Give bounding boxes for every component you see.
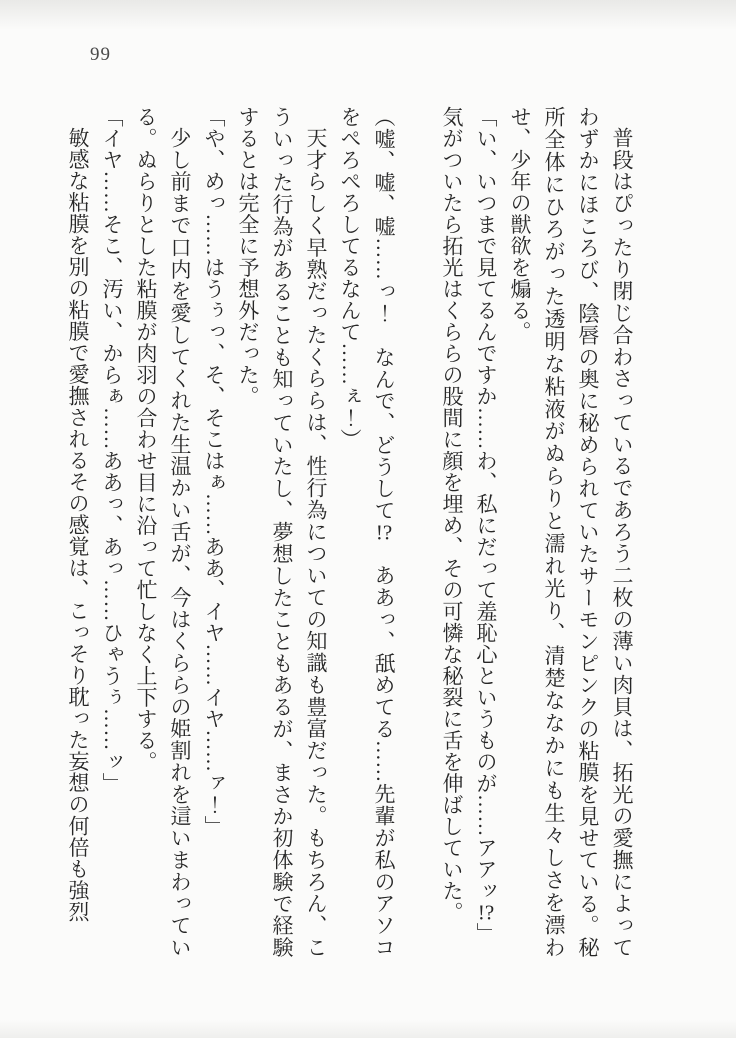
paragraph-5: 天才らしく早熟だったくららは、性行為についての知識も豊富だった。もちろん、こういった行為があることも知っていたし、夢想したこともあるが、まさか初体験で経験するとは完全に予想外だった。 xyxy=(236,106,328,959)
paragraph-9: 敏感な粘膜を別の粘膜で愛撫されるその感覚は、こっそり耽った妄想の何倍も強烈 xyxy=(66,127,90,923)
paragraph-7: 少し前まで口内を愛してくれた生温かい舌が、今はくららの姫割れを這いまわっている。ぬらりとした粘膜が肉羽の合わせ目に沿って忙しなく上下する。 xyxy=(134,106,192,958)
paragraph-3: 気がついたら拓光はくららの股間に顔を埋め、その可憐な秘裂に舌を伸ばしていた。 xyxy=(440,106,464,923)
paragraph-6: 「や、めっ……はうぅっ、そ、そこはぁ……ああ、イヤ……イヤ……ァ！」 xyxy=(202,106,226,837)
interrobang-mark: !? xyxy=(477,901,495,923)
paragraph-1: 普段はぴったり閉じ合わさっているであろう二枚の薄い肉貝は、拓光の愛撫によってわずかにほころび、陰唇の奥に秘められていたサーモンピンクの粘膜を見せている。秘所全体にひろがった透明な粘液がぬらりと濡れ光り、清楚ななかにも生々しさを漂わせ、少年の獣欲を煽る。 xyxy=(508,106,634,958)
page-text xyxy=(60,106,639,958)
page-number: 99 xyxy=(90,44,111,65)
paragraph-4: （嘘、嘘、嘘……っ！ なんで、どうして!? ああっ、舐めてる……先輩が私のアソコをぺろぺろしてるなんて……ぇ！） xyxy=(338,106,396,958)
paragraph-2: 「い、いつまで見てるんですか……わ、私にだって羞恥心というものが……アアッ!?」 xyxy=(474,106,498,944)
interrobang-mark: !? xyxy=(375,521,393,543)
paragraph-8: 「イヤ……そこ、汚い、からぁ……ああっ、あっ……ひゃうぅ……ッ」 xyxy=(100,106,124,794)
